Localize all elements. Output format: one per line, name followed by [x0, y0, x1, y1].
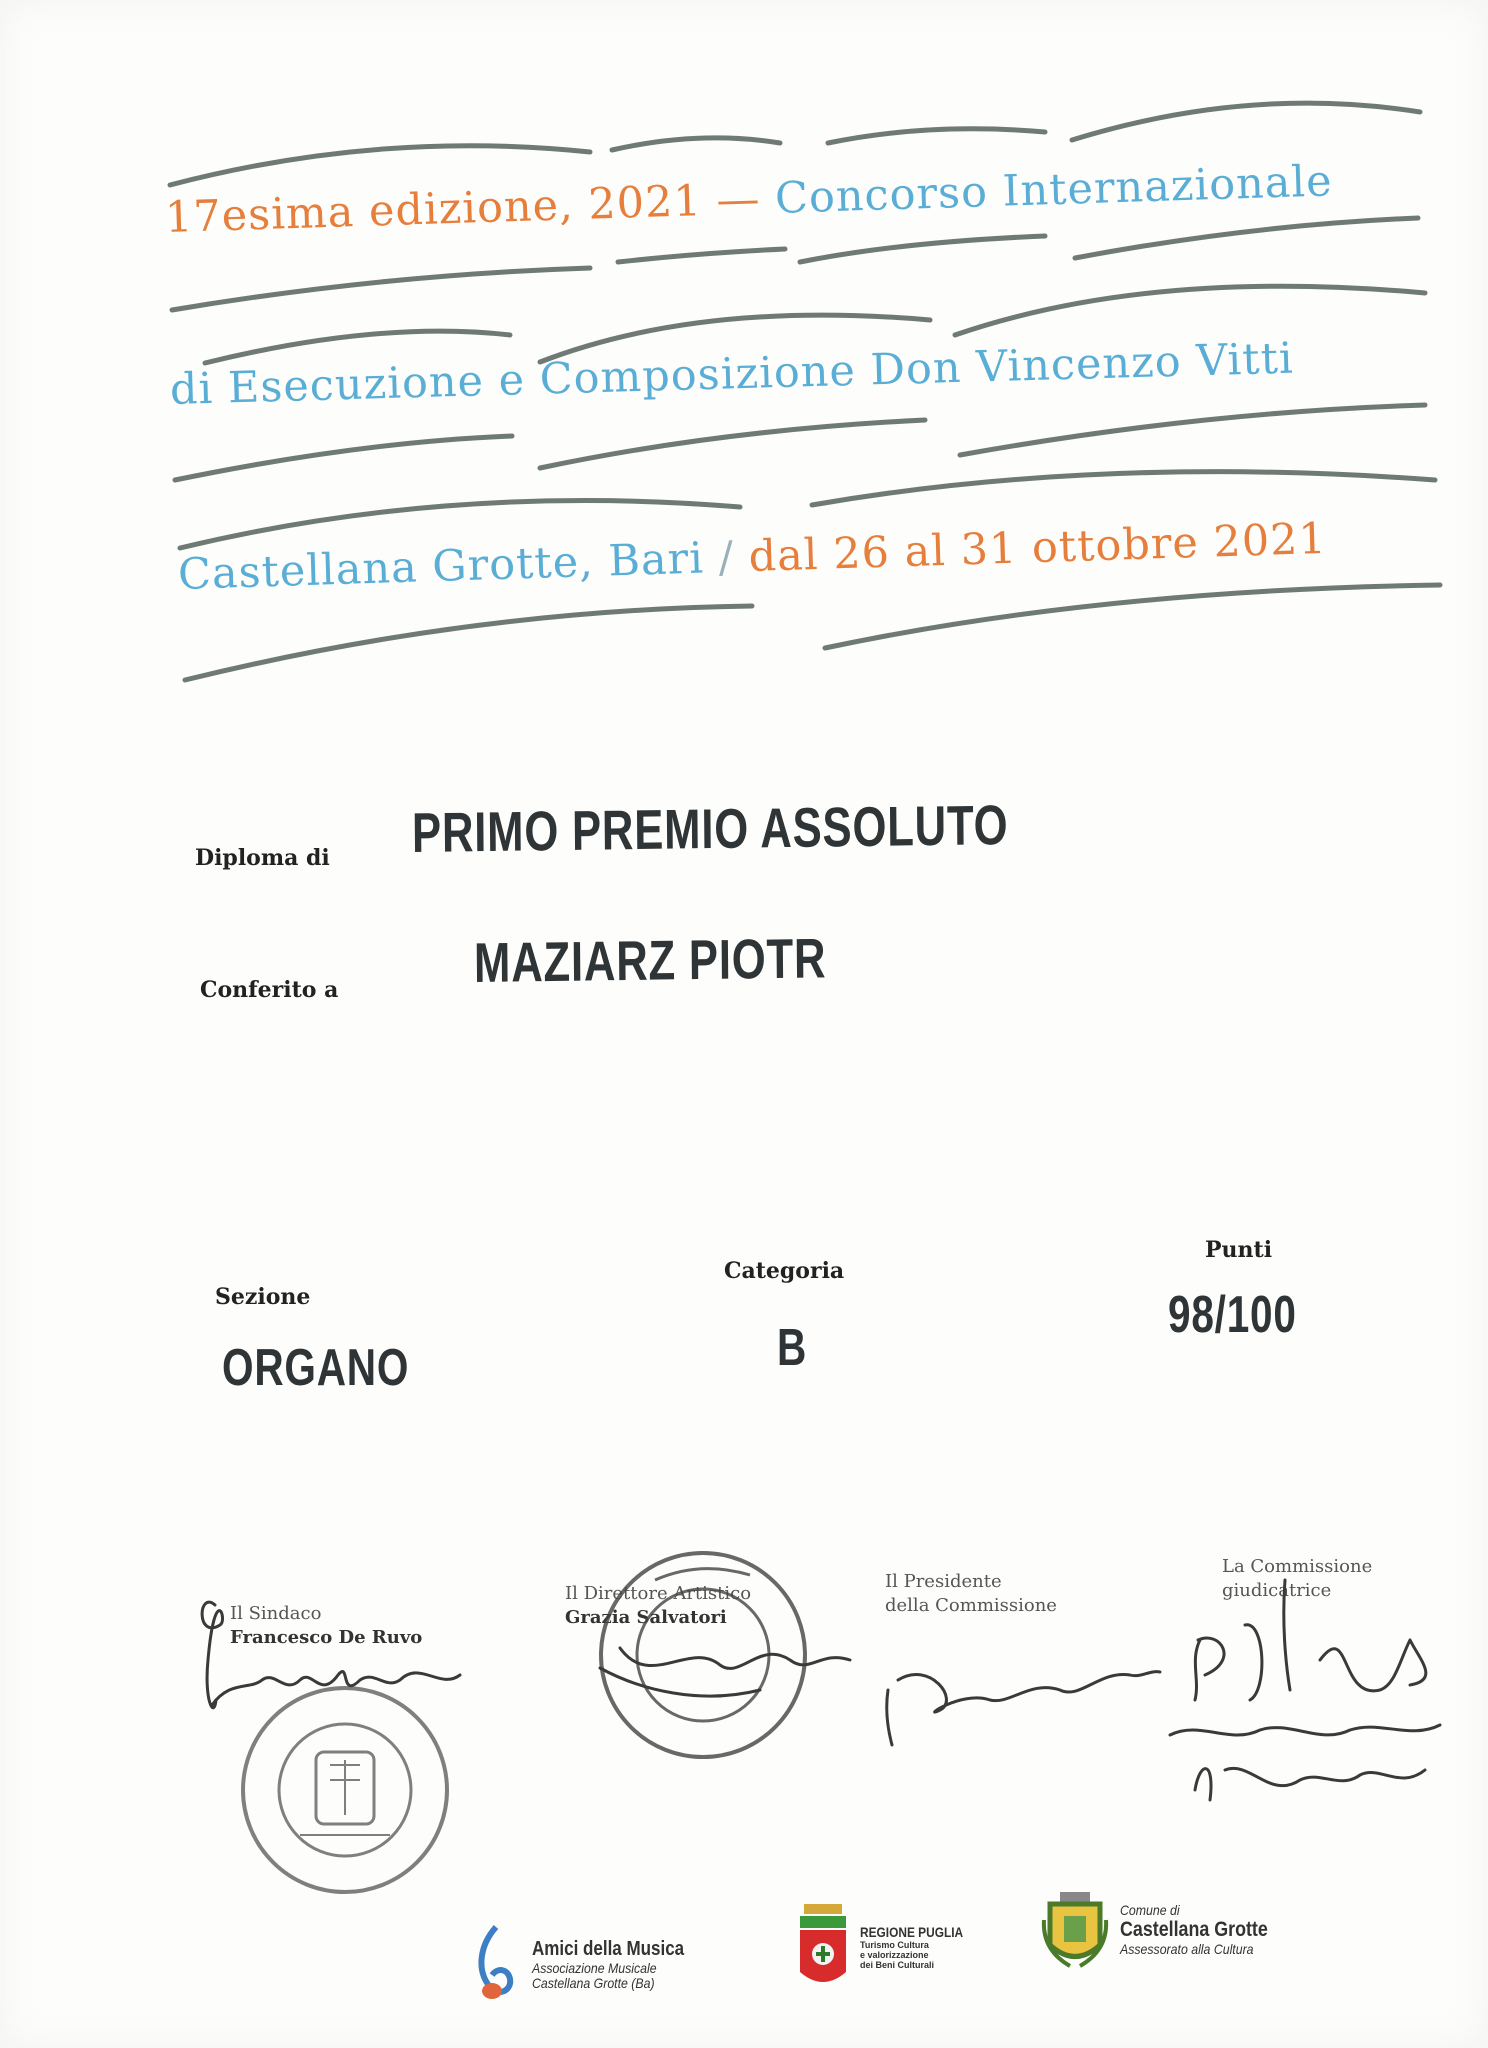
music-note-icon: [470, 1925, 522, 2003]
amici-line-1: Associazione Musicale: [532, 1959, 657, 1976]
regione-name: REGIONE PUGLIA: [860, 1924, 964, 1940]
points-label: Punti: [1205, 1237, 1273, 1263]
artistic-director-role: Il Direttore Artistico: [565, 1583, 752, 1604]
jury-role-2: giudicatrice: [1222, 1580, 1332, 1601]
amici-della-musica-logo: [470, 1925, 711, 2003]
award-title: PRIMO PREMIO ASSOLUTO: [411, 792, 1009, 864]
amici-name: Amici della Musica: [532, 1937, 685, 1960]
regione-line-3: dei Beni Culturali: [860, 1960, 935, 1970]
jury-role-1: La Commissione: [1222, 1556, 1373, 1577]
recipient-name: MAZIARZ PIOTR: [473, 926, 827, 994]
conferred-label: Conferito a: [200, 977, 339, 1003]
commission-president-role-2: della Commissione: [885, 1595, 1057, 1616]
municipal-stamp: [243, 1688, 447, 1892]
points-value: 98/100: [1168, 1286, 1297, 1344]
title-dash: —: [715, 174, 762, 226]
category-label: Categoria: [724, 1258, 845, 1284]
regione-line-1: Turismo Cultura: [860, 1940, 929, 1950]
section-value: ORGANO: [222, 1339, 410, 1397]
comune-castellana-logo: [1040, 1890, 1294, 1970]
diploma-label: Diploma di: [195, 845, 330, 871]
competition-title-part2: di Esecuzione e Composizione Don Vincenzo Vitti: [169, 333, 1295, 415]
comune-prefix: Comune di: [1120, 1902, 1180, 1918]
amici-line-2: Castellana Grotte (Ba): [532, 1974, 655, 1991]
comune-name: Castellana Grotte: [1120, 1918, 1268, 1941]
regione-puglia-logo: [796, 1902, 981, 1992]
artistic-director-name: Grazia Salvatori: [565, 1607, 727, 1628]
comune-department: Assessorato alla Cultura: [1120, 1941, 1254, 1957]
category-value: B: [777, 1319, 808, 1377]
regione-puglia-emblem-icon: [796, 1902, 850, 1992]
dates-text: dal 26 al 31 ottobre 2021: [747, 513, 1328, 583]
mayor-role: Il Sindaco: [230, 1603, 322, 1624]
location-text: Castellana Grotte, Bari: [177, 533, 705, 600]
mayor-name: Francesco De Ruvo: [230, 1627, 423, 1648]
regione-line-2: e valorizzazione: [860, 1950, 929, 1960]
competition-title-part1: Concorso Internazionale: [774, 156, 1334, 224]
municipal-crest-icon: [1040, 1890, 1110, 1970]
commission-president-role-1: Il Presidente: [885, 1571, 1002, 1592]
section-label: Sezione: [215, 1284, 311, 1310]
title-separator: /: [717, 532, 735, 583]
edition-text: 17esima edizione, 2021: [164, 176, 703, 243]
